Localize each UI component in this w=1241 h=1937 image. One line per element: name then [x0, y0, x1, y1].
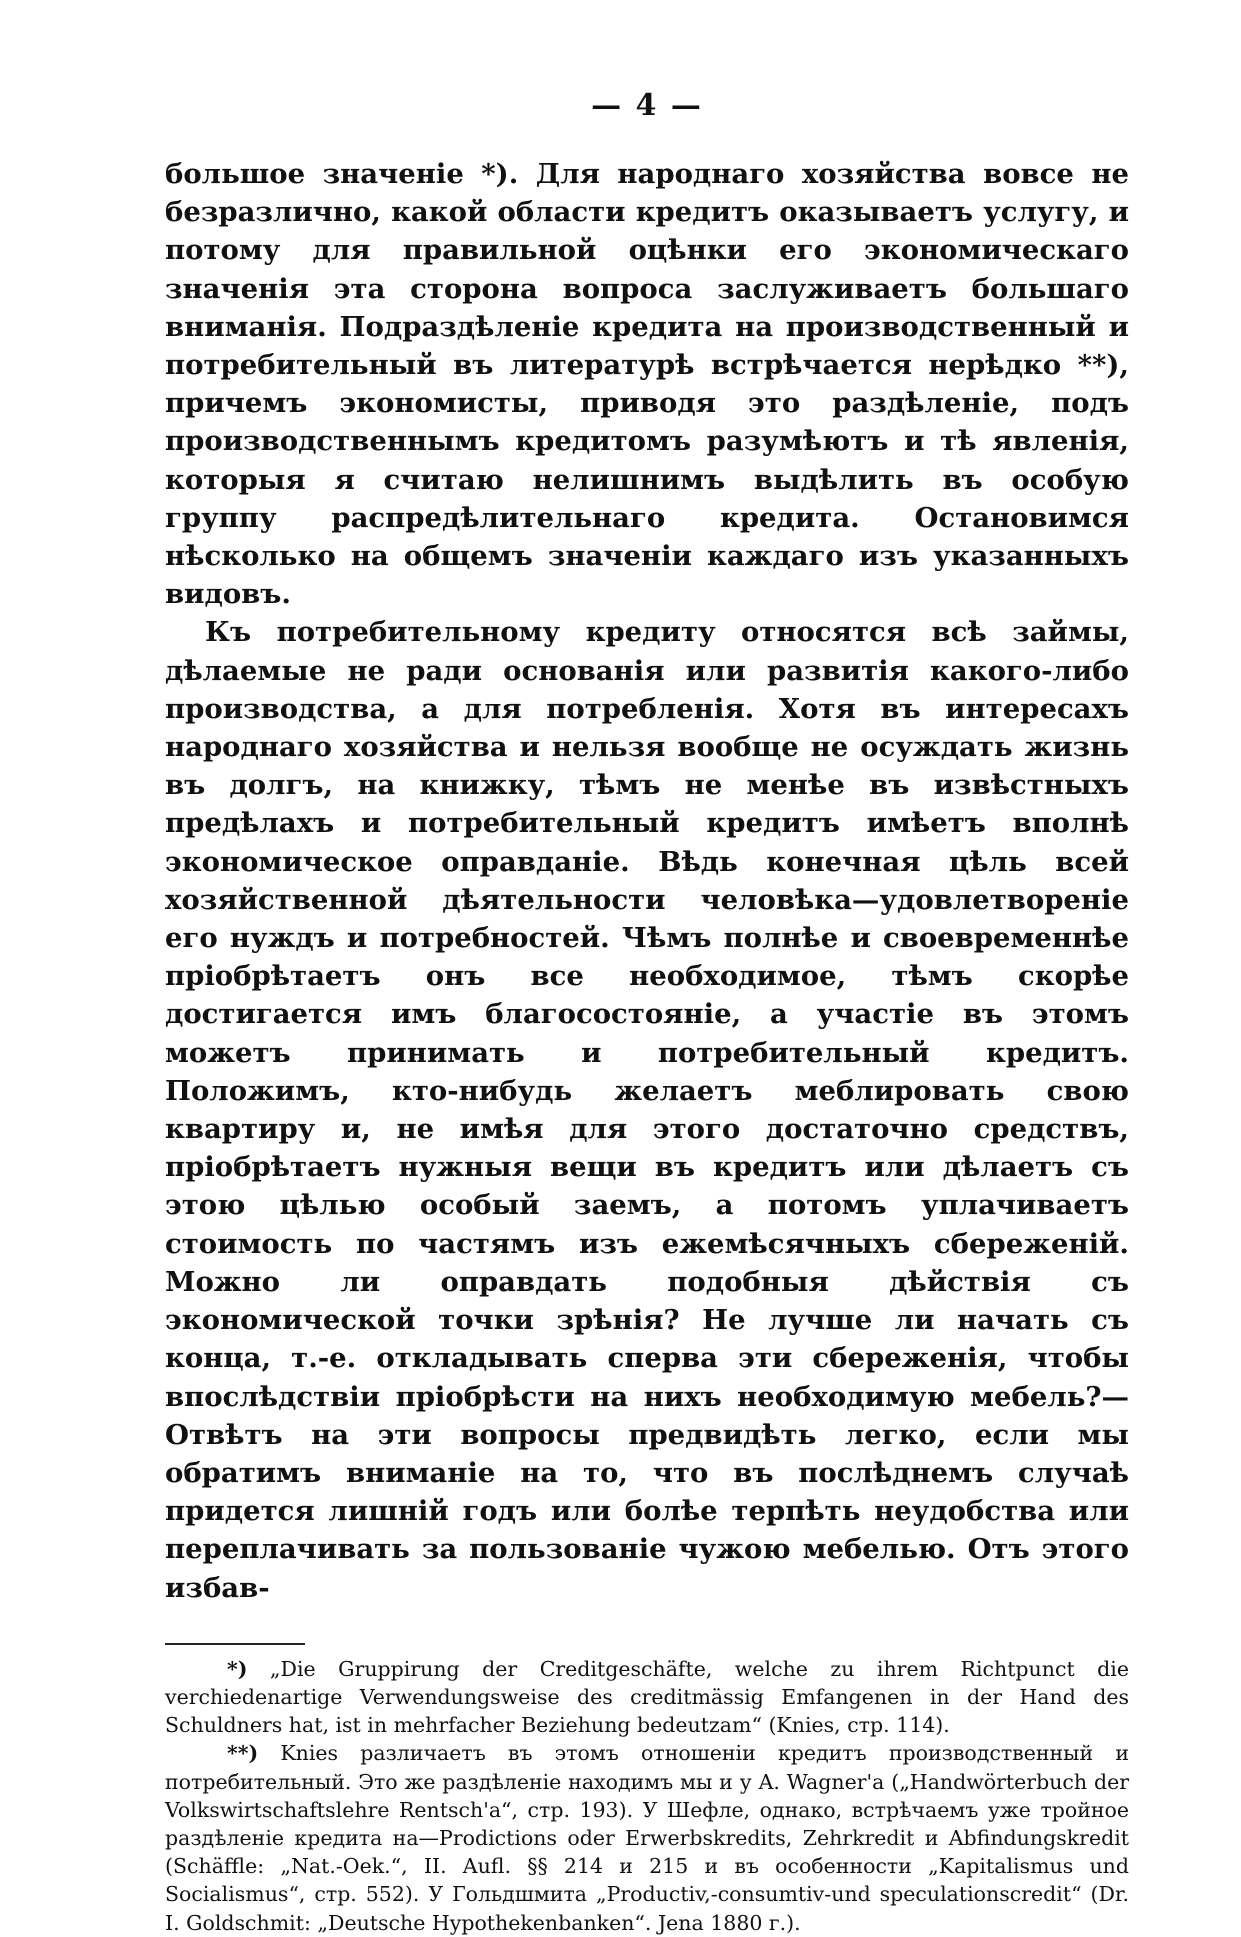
- body-paragraph: Къ потребительному кредиту относятся всѣ займы, дѣлаемые не ради основанія или развитія какого-либо производства, а для потребленія. Хотя въ интересахъ народнаго хозяйства и нельзя вообще не осуждать жизнь въ долгъ, на книжку, тѣмъ не менѣе въ извѣстныхъ предѣлахъ и потребительный кредитъ имѣетъ вполнѣ экономическое оправданіе. Вѣдь конечная цѣль всей хозяйственной дѣятельности человѣка—удовлетвореніе его нуждъ и потребностей. Чѣмъ полнѣе и своевременнѣе пріобрѣтаетъ онъ все необходимое, тѣмъ скорѣе достигается имъ благосостояніе, а участіе въ этомъ можетъ принимать и потребительный кредитъ. Положимъ, кто-нибудь желаетъ меблировать свою квартиру и, не имѣя для этого достаточно средствъ, пріобрѣтаетъ нужныя вещи въ кредитъ или дѣлаетъ съ этою цѣлью особый заемъ, а потомъ уплачиваетъ стоимость по частямъ изъ ежемѣсячныхъ сбереженій. Можно ли оправдать подобныя дѣйствія съ экономической точки зрѣнія? Не лучше ли начать съ конца, т.-е. откладывать сперва эти сбереженія, чтобы впослѣдствіи пріобрѣсти на нихъ необходимую мебель?—Отвѣтъ на эти вопросы предвидѣть легко, если мы обратимъ вниманіе на то, что въ послѣднемъ случаѣ придется лишній годъ или болѣе терпѣть неудобства или переплачивать за пользованіе чужою мебелью. Отъ этого избав-: [165, 616, 1129, 1604]
- footnote-marker: *): [227, 1656, 248, 1681]
- page-number: — 4 —: [591, 88, 703, 123]
- footnote-divider: [165, 1643, 305, 1645]
- footnotes: [165, 1655, 1129, 1937]
- footnote: [165, 1655, 1129, 1740]
- footnote: [165, 1739, 1129, 1936]
- footnote-marker: **): [227, 1741, 259, 1766]
- body-paragraph: большое значеніе *). Для народнаго хозяйства вовсе не безразлично, какой области кредитъ оказываетъ услугу, и потому для правильной оцѣнки его экономическаго значенія эта сторона вопроса заслуживаетъ большаго вниманія. Подраздѣленіе кредита на производственный и потребительный въ литературѣ встрѣчается нерѣдко **), причемъ экономисты, приводя это раздѣленіе, подъ производственнымъ кредитомъ разумѣютъ и тѣ явленія, которыя я считаю нелишнимъ выдѣлить въ особую группу распредѣлительнаго кредита. Остановимся нѣсколько на общемъ значеніи каждаго изъ указанныхъ видовъ.: [165, 158, 1129, 611]
- body-text: [165, 155, 1129, 1607]
- footnote-text: „Die Gruppirung der Creditgeschäfte, welche zu ihrem Richtpunct die verchiedenartige Verwendungsweise des creditmässig Emfangenen in der Hand des Schuldners hat, ist in mehrfacher Beziehung bedeutzam“ (Knies, стр. 114).: [165, 1656, 1129, 1738]
- footnote-text: Knies различаетъ въ этомъ отношеніи кредитъ производственный и потребительный. Это же раздѣленіе находимъ мы и у A. Wagner'a („Handwörterbuch der Volkswirtschaftslehre Rentsch'a“, стр. 193). У Шефле, однако, встрѣчаемъ уже тройное раздѣленіе кредита на—Prodictions oder Erwerbskredits, Zehrkredit и Abfindungskredit (Schäffle: „Nat.-Oek.“, II. Aufl. §§ 214 и 215 и въ особенности „Kapitalismus und Socialismus“, стр. 552). У Гольдшмита „Productiv,-consumtiv-und speculationscredit“ (Dr. I. Goldschmit: „Deutsche Hypothekenbanken“. Jena 1880 г.).: [165, 1741, 1129, 1935]
